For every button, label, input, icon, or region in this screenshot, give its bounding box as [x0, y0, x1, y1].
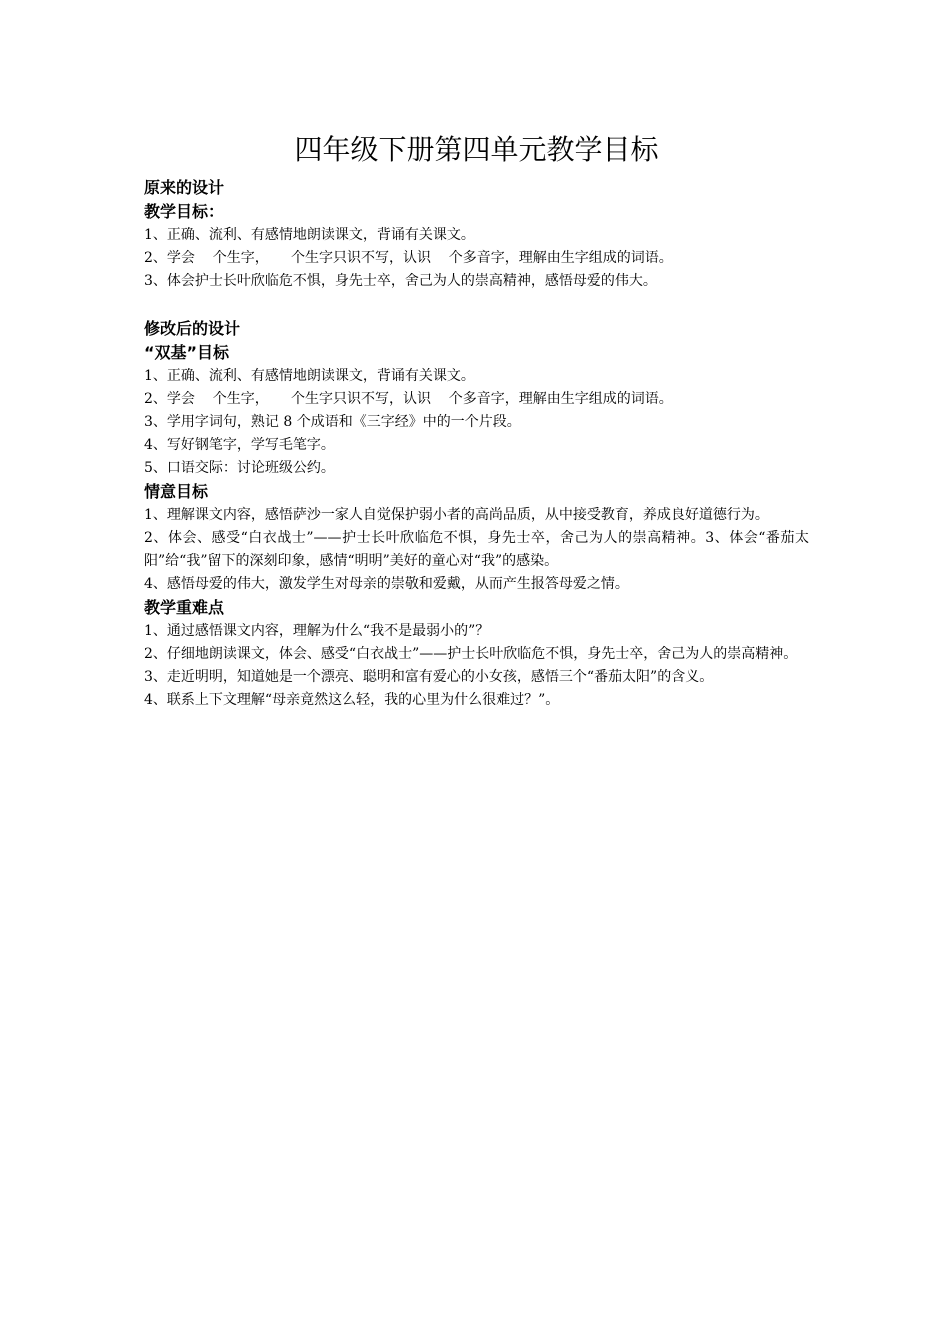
revised-design-section	[144, 317, 809, 712]
list-item: 3、走近明明，知道她是一个漂亮、聪明和富有爱心的小女孩，感悟三个“番茄太阳”的含义。	[144, 669, 714, 685]
list-item: 3、学用字词句，熟记 8 个成语和《三字经》中的一个片段。	[144, 414, 521, 430]
original-design-heading: 原来的设计	[144, 178, 225, 197]
document-page	[144, 128, 809, 712]
dual-basics-heading: “双基”目标	[144, 343, 230, 362]
list-item: 1、理解课文内容，感悟萨沙一家人自觉保护弱小者的高尚品质，从中接受教育，养成良好道德行为。	[144, 507, 769, 523]
list-item: 1、通过感悟课文内容，理解为什么“我不是最弱小的”？	[144, 623, 490, 639]
key-points-heading: 教学重难点	[144, 598, 225, 617]
teaching-goals-heading: 教学目标：	[144, 202, 225, 221]
section-spacer	[144, 293, 809, 317]
list-item: 2、学会 个生字， 个生字只识不写，认识 个多音字，理解由生字组成的词语。	[144, 391, 673, 407]
list-item: 1、正确、流利、有感情地朗读课文，背诵有关课文。	[144, 227, 475, 243]
list-item: 4、联系上下文理解“母亲竟然这么轻，我的心里为什么很难过？”。	[144, 692, 560, 708]
original-design-section	[144, 176, 809, 293]
list-item: 5、口语交际：讨论班级公约。	[144, 460, 335, 476]
list-item: 2、仔细地朗读课文，体会、感受“白衣战士”——护士长叶欣临危不惧，身先士卒，舍己为人的崇高精神。	[144, 646, 798, 662]
list-item: 2、学会 个生字， 个生字只识不写，认识 个多音字，理解由生字组成的词语。	[144, 250, 673, 266]
emotion-goals-heading: 情意目标	[144, 482, 209, 501]
list-item: 4、写好钢笔字，学写毛笔字。	[144, 437, 335, 453]
list-item: 2、体会、感受“白衣战士”——护士长叶欣临危不惧，身先士卒，舍己为人的崇高精神。3、体会“番茄太阳”给“我”留下的深刻印象，感情“明明”美好的童心对“我”的感染。	[144, 530, 809, 569]
document-title: 四年级下册第四单元教学目标	[294, 133, 659, 166]
list-item: 1、正确、流利、有感情地朗读课文，背诵有关课文。	[144, 368, 475, 384]
list-item: 3、体会护士长叶欣临危不惧，身先士卒，舍己为人的崇高精神，感悟母爱的伟大。	[144, 273, 657, 289]
revised-design-heading: 修改后的设计	[144, 319, 241, 338]
list-item: 4、感悟母爱的伟大，激发学生对母亲的崇敬和爱戴，从而产生报答母爱之情。	[144, 576, 629, 592]
